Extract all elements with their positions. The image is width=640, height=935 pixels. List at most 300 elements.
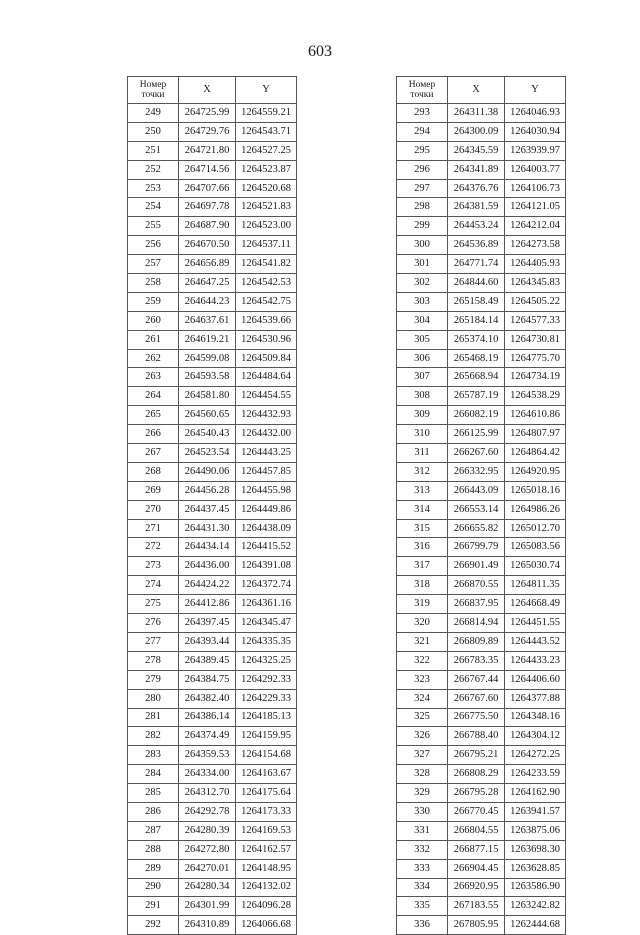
cell-point-number: 280 <box>128 689 179 708</box>
cell-point-number: 269 <box>128 481 179 500</box>
cell-x: 264334.00 <box>179 765 236 784</box>
table-row <box>397 425 566 444</box>
table-row <box>128 576 297 595</box>
cell-y: 1264457.85 <box>236 462 297 481</box>
cell-y: 1264432.00 <box>236 425 297 444</box>
cell-point-number: 250 <box>128 122 179 141</box>
cell-point-number: 316 <box>397 538 448 557</box>
cell-y: 1264003.77 <box>505 160 566 179</box>
cell-point-number: 302 <box>397 274 448 293</box>
cell-x: 267805.95 <box>448 916 505 935</box>
cell-x: 264393.44 <box>179 632 236 651</box>
cell-y: 1264538.29 <box>505 387 566 406</box>
cell-point-number: 312 <box>397 462 448 481</box>
table-row <box>397 519 566 538</box>
cell-x: 264437.45 <box>179 500 236 519</box>
cell-y: 1264559.21 <box>236 104 297 123</box>
cell-x: 264714.56 <box>179 160 236 179</box>
cell-y: 1264096.28 <box>236 897 297 916</box>
cell-point-number: 330 <box>397 802 448 821</box>
cell-x: 264687.90 <box>179 217 236 236</box>
header-y: Y <box>236 77 297 104</box>
cell-x: 266795.21 <box>448 746 505 765</box>
cell-y: 1264132.02 <box>236 878 297 897</box>
table-row <box>397 746 566 765</box>
table-row <box>128 519 297 538</box>
cell-point-number: 293 <box>397 104 448 123</box>
cell-y: 1264505.22 <box>505 292 566 311</box>
cell-y: 1264449.86 <box>236 500 297 519</box>
cell-point-number: 275 <box>128 595 179 614</box>
cell-y: 1264438.09 <box>236 519 297 538</box>
table-row <box>128 255 297 274</box>
table-row <box>128 349 297 368</box>
table-row <box>128 274 297 293</box>
table-row <box>397 481 566 500</box>
cell-x: 264434.14 <box>179 538 236 557</box>
cell-x: 264647.25 <box>179 274 236 293</box>
cell-point-number: 291 <box>128 897 179 916</box>
cell-x: 264270.01 <box>179 859 236 878</box>
cell-y: 1264864.42 <box>505 444 566 463</box>
cell-y: 1264443.25 <box>236 444 297 463</box>
cell-point-number: 277 <box>128 632 179 651</box>
cell-point-number: 281 <box>128 708 179 727</box>
table-row <box>397 708 566 727</box>
cell-point-number: 294 <box>397 122 448 141</box>
cell-x: 264697.78 <box>179 198 236 217</box>
table-row <box>397 576 566 595</box>
cell-point-number: 271 <box>128 519 179 538</box>
table-row <box>397 104 566 123</box>
table-row <box>397 311 566 330</box>
cell-point-number: 272 <box>128 538 179 557</box>
cell-x: 266920.95 <box>448 878 505 897</box>
table-row <box>128 708 297 727</box>
cell-x: 264272.80 <box>179 840 236 859</box>
cell-point-number: 287 <box>128 821 179 840</box>
table-row <box>397 689 566 708</box>
cell-point-number: 268 <box>128 462 179 481</box>
cell-x: 265158.49 <box>448 292 505 311</box>
cell-point-number: 334 <box>397 878 448 897</box>
table-header-row <box>397 77 566 104</box>
cell-point-number: 304 <box>397 311 448 330</box>
cell-y: 1264523.00 <box>236 217 297 236</box>
table-row <box>128 481 297 500</box>
cell-x: 264637.61 <box>179 311 236 330</box>
cell-x: 266443.09 <box>448 481 505 500</box>
cell-x: 266804.55 <box>448 821 505 840</box>
cell-x: 264381.59 <box>448 198 505 217</box>
table-row <box>128 689 297 708</box>
cell-point-number: 324 <box>397 689 448 708</box>
cell-x: 264412.86 <box>179 595 236 614</box>
cell-x: 266775.50 <box>448 708 505 727</box>
cell-point-number: 306 <box>397 349 448 368</box>
cell-point-number: 308 <box>397 387 448 406</box>
table-row <box>397 651 566 670</box>
cell-point-number: 300 <box>397 236 448 255</box>
cell-point-number: 251 <box>128 141 179 160</box>
cell-point-number: 314 <box>397 500 448 519</box>
table-row <box>128 236 297 255</box>
cell-x: 266788.40 <box>448 727 505 746</box>
cell-x: 264644.23 <box>179 292 236 311</box>
cell-point-number: 257 <box>128 255 179 274</box>
table-row <box>128 821 297 840</box>
cell-x: 264656.89 <box>179 255 236 274</box>
cell-y: 1264539.66 <box>236 311 297 330</box>
cell-x: 264376.76 <box>448 179 505 198</box>
cell-x: 264292.78 <box>179 802 236 821</box>
cell-x: 266767.44 <box>448 670 505 689</box>
cell-y: 1264541.82 <box>236 255 297 274</box>
cell-x: 266799.79 <box>448 538 505 557</box>
cell-y: 1264325.25 <box>236 651 297 670</box>
cell-point-number: 331 <box>397 821 448 840</box>
cell-point-number: 270 <box>128 500 179 519</box>
cell-point-number: 298 <box>397 198 448 217</box>
cell-x: 264431.30 <box>179 519 236 538</box>
cell-x: 264397.45 <box>179 614 236 633</box>
cell-point-number: 307 <box>397 368 448 387</box>
cell-point-number: 297 <box>397 179 448 198</box>
cell-point-number: 319 <box>397 595 448 614</box>
table-row <box>397 765 566 784</box>
cell-y: 1264520.68 <box>236 179 297 198</box>
cell-y: 1264185.13 <box>236 708 297 727</box>
cell-y: 1264212.04 <box>505 217 566 236</box>
cell-point-number: 323 <box>397 670 448 689</box>
cell-x: 264389.45 <box>179 651 236 670</box>
cell-y: 1264377.88 <box>505 689 566 708</box>
coordinates-table-right <box>396 76 566 935</box>
header-x: X <box>448 77 505 104</box>
table-row <box>128 595 297 614</box>
cell-y: 1264986.26 <box>505 500 566 519</box>
cell-x: 266767.60 <box>448 689 505 708</box>
cell-x: 264311.38 <box>448 104 505 123</box>
cell-point-number: 289 <box>128 859 179 878</box>
cell-x: 265184.14 <box>448 311 505 330</box>
table-row <box>397 840 566 859</box>
cell-x: 264345.59 <box>448 141 505 160</box>
cell-y: 1264543.71 <box>236 122 297 141</box>
table-row <box>397 274 566 293</box>
cell-x: 266870.55 <box>448 576 505 595</box>
cell-point-number: 310 <box>397 425 448 444</box>
cell-point-number: 336 <box>397 916 448 935</box>
cell-point-number: 262 <box>128 349 179 368</box>
cell-x: 264424.22 <box>179 576 236 595</box>
cell-y: 1264292.33 <box>236 670 297 689</box>
cell-point-number: 299 <box>397 217 448 236</box>
cell-y: 1264807.97 <box>505 425 566 444</box>
table-row <box>397 897 566 916</box>
cell-x: 265668.94 <box>448 368 505 387</box>
table-row <box>397 198 566 217</box>
table-row <box>128 746 297 765</box>
table-row <box>128 330 297 349</box>
cell-x: 266267.60 <box>448 444 505 463</box>
table-row <box>128 406 297 425</box>
cell-point-number: 259 <box>128 292 179 311</box>
table-row <box>397 387 566 406</box>
cell-y: 1264451.55 <box>505 614 566 633</box>
cell-y: 1263698.30 <box>505 840 566 859</box>
table-row <box>397 821 566 840</box>
cell-y: 1265030.74 <box>505 557 566 576</box>
cell-y: 1264162.57 <box>236 840 297 859</box>
cell-y: 1264229.33 <box>236 689 297 708</box>
cell-x: 264312.70 <box>179 784 236 803</box>
table-row <box>397 462 566 481</box>
cell-x: 264536.89 <box>448 236 505 255</box>
cell-point-number: 261 <box>128 330 179 349</box>
cell-y: 1264173.33 <box>236 802 297 821</box>
coordinates-table-left <box>127 76 297 935</box>
cell-y: 1264154.68 <box>236 746 297 765</box>
cell-y: 1264106.73 <box>505 179 566 198</box>
table-row <box>128 727 297 746</box>
cell-y: 1264775.70 <box>505 349 566 368</box>
cell-point-number: 295 <box>397 141 448 160</box>
cell-x: 264707.66 <box>179 179 236 198</box>
cell-point-number: 315 <box>397 519 448 538</box>
cell-point-number: 284 <box>128 765 179 784</box>
cell-point-number: 274 <box>128 576 179 595</box>
page-number: 603 <box>308 43 332 60</box>
cell-y: 1263941.57 <box>505 802 566 821</box>
cell-y: 1263939.97 <box>505 141 566 160</box>
cell-y: 1264405.93 <box>505 255 566 274</box>
table-row <box>128 292 297 311</box>
table-row <box>128 462 297 481</box>
cell-y: 1264372.74 <box>236 576 297 595</box>
cell-y: 1264527.25 <box>236 141 297 160</box>
cell-point-number: 327 <box>397 746 448 765</box>
cell-y: 1264455.98 <box>236 481 297 500</box>
cell-x: 265468.19 <box>448 349 505 368</box>
table-row <box>397 859 566 878</box>
table-row <box>128 670 297 689</box>
cell-y: 1264046.93 <box>505 104 566 123</box>
cell-point-number: 333 <box>397 859 448 878</box>
table-row <box>397 784 566 803</box>
table-header-row <box>128 77 297 104</box>
table-row <box>128 141 297 160</box>
cell-x: 264280.39 <box>179 821 236 840</box>
table-row <box>397 500 566 519</box>
table-row <box>397 179 566 198</box>
table-row <box>397 141 566 160</box>
cell-point-number: 254 <box>128 198 179 217</box>
cell-y: 1264159.95 <box>236 727 297 746</box>
cell-y: 1264030.94 <box>505 122 566 141</box>
cell-point-number: 283 <box>128 746 179 765</box>
cell-y: 1264304.12 <box>505 727 566 746</box>
table-row <box>128 632 297 651</box>
cell-x: 264729.76 <box>179 122 236 141</box>
cell-point-number: 265 <box>128 406 179 425</box>
cell-x: 264619.21 <box>179 330 236 349</box>
cell-point-number: 335 <box>397 897 448 916</box>
table-row <box>128 859 297 878</box>
cell-x: 264382.40 <box>179 689 236 708</box>
cell-x: 265374.10 <box>448 330 505 349</box>
cell-x: 266783.35 <box>448 651 505 670</box>
cell-x: 264581.80 <box>179 387 236 406</box>
cell-point-number: 288 <box>128 840 179 859</box>
header-point-number: Номер точки <box>397 77 448 104</box>
cell-x: 264280.34 <box>179 878 236 897</box>
cell-y: 1263242.82 <box>505 897 566 916</box>
table-row <box>128 425 297 444</box>
cell-y: 1264406.60 <box>505 670 566 689</box>
cell-x: 266795.28 <box>448 784 505 803</box>
cell-point-number: 282 <box>128 727 179 746</box>
cell-point-number: 311 <box>397 444 448 463</box>
cell-y: 1264920.95 <box>505 462 566 481</box>
cell-x: 264599.08 <box>179 349 236 368</box>
cell-y: 1264345.47 <box>236 614 297 633</box>
table-row <box>397 557 566 576</box>
cell-x: 264310.89 <box>179 916 236 935</box>
cell-x: 264540.43 <box>179 425 236 444</box>
cell-x: 266553.14 <box>448 500 505 519</box>
cell-point-number: 303 <box>397 292 448 311</box>
cell-x: 264386.14 <box>179 708 236 727</box>
cell-y: 1264542.75 <box>236 292 297 311</box>
header-y: Y <box>505 77 566 104</box>
table-row <box>128 500 297 519</box>
cell-x: 265787.19 <box>448 387 505 406</box>
table-row <box>128 840 297 859</box>
table-row <box>128 916 297 935</box>
cell-y: 1265083.56 <box>505 538 566 557</box>
cell-y: 1264542.53 <box>236 274 297 293</box>
cell-x: 266770.45 <box>448 802 505 821</box>
cell-point-number: 267 <box>128 444 179 463</box>
cell-point-number: 256 <box>128 236 179 255</box>
table-row <box>128 897 297 916</box>
cell-point-number: 321 <box>397 632 448 651</box>
cell-y: 1264509.84 <box>236 349 297 368</box>
cell-y: 1264432.93 <box>236 406 297 425</box>
table-row <box>397 916 566 935</box>
cell-y: 1263586.90 <box>505 878 566 897</box>
table-row <box>397 595 566 614</box>
cell-y: 1265012.70 <box>505 519 566 538</box>
cell-y: 1264415.52 <box>236 538 297 557</box>
table-row <box>128 538 297 557</box>
cell-point-number: 326 <box>397 727 448 746</box>
cell-y: 1264066.68 <box>236 916 297 935</box>
table-row <box>128 765 297 784</box>
cell-point-number: 332 <box>397 840 448 859</box>
cell-point-number: 252 <box>128 160 179 179</box>
table-row <box>128 311 297 330</box>
cell-x: 264384.75 <box>179 670 236 689</box>
cell-y: 1265018.16 <box>505 481 566 500</box>
cell-y: 1264610.86 <box>505 406 566 425</box>
table-row <box>128 614 297 633</box>
table-row <box>397 727 566 746</box>
cell-y: 1264523.87 <box>236 160 297 179</box>
table-row <box>128 198 297 217</box>
table-row <box>128 217 297 236</box>
cell-x: 264844.60 <box>448 274 505 293</box>
cell-y: 1264148.95 <box>236 859 297 878</box>
cell-y: 1264163.67 <box>236 765 297 784</box>
cell-x: 264453.24 <box>448 217 505 236</box>
table-row <box>128 122 297 141</box>
cell-x: 264300.09 <box>448 122 505 141</box>
cell-point-number: 309 <box>397 406 448 425</box>
table-row <box>128 784 297 803</box>
table-row <box>128 104 297 123</box>
cell-point-number: 249 <box>128 104 179 123</box>
cell-x: 266814.94 <box>448 614 505 633</box>
table-row <box>128 179 297 198</box>
cell-x: 264301.99 <box>179 897 236 916</box>
cell-y: 1262444.68 <box>505 916 566 935</box>
cell-y: 1264577.33 <box>505 311 566 330</box>
cell-y: 1264454.55 <box>236 387 297 406</box>
cell-y: 1264272.25 <box>505 746 566 765</box>
table-row <box>397 349 566 368</box>
cell-y: 1263628.85 <box>505 859 566 878</box>
cell-point-number: 290 <box>128 878 179 897</box>
cell-x: 266082.19 <box>448 406 505 425</box>
cell-point-number: 301 <box>397 255 448 274</box>
cell-x: 264490.06 <box>179 462 236 481</box>
cell-y: 1263875.06 <box>505 821 566 840</box>
cell-x: 267183.55 <box>448 897 505 916</box>
cell-point-number: 328 <box>397 765 448 784</box>
cell-x: 264436.00 <box>179 557 236 576</box>
cell-x: 264670.50 <box>179 236 236 255</box>
cell-x: 264560.65 <box>179 406 236 425</box>
cell-x: 266901.49 <box>448 557 505 576</box>
cell-point-number: 325 <box>397 708 448 727</box>
table-row <box>128 557 297 576</box>
table-row <box>397 255 566 274</box>
table-row <box>397 670 566 689</box>
table-row <box>128 444 297 463</box>
cell-x: 266332.95 <box>448 462 505 481</box>
cell-y: 1264273.58 <box>505 236 566 255</box>
cell-y: 1264162.90 <box>505 784 566 803</box>
table-row <box>128 802 297 821</box>
cell-x: 264359.53 <box>179 746 236 765</box>
cell-point-number: 296 <box>397 160 448 179</box>
cell-point-number: 305 <box>397 330 448 349</box>
table-row <box>397 160 566 179</box>
cell-x: 266125.99 <box>448 425 505 444</box>
cell-point-number: 317 <box>397 557 448 576</box>
table-row <box>128 651 297 670</box>
cell-x: 266808.29 <box>448 765 505 784</box>
table-row <box>397 236 566 255</box>
cell-point-number: 278 <box>128 651 179 670</box>
header-x: X <box>179 77 236 104</box>
cell-x: 266877.15 <box>448 840 505 859</box>
table-row <box>128 387 297 406</box>
cell-x: 264523.54 <box>179 444 236 463</box>
cell-y: 1264443.52 <box>505 632 566 651</box>
